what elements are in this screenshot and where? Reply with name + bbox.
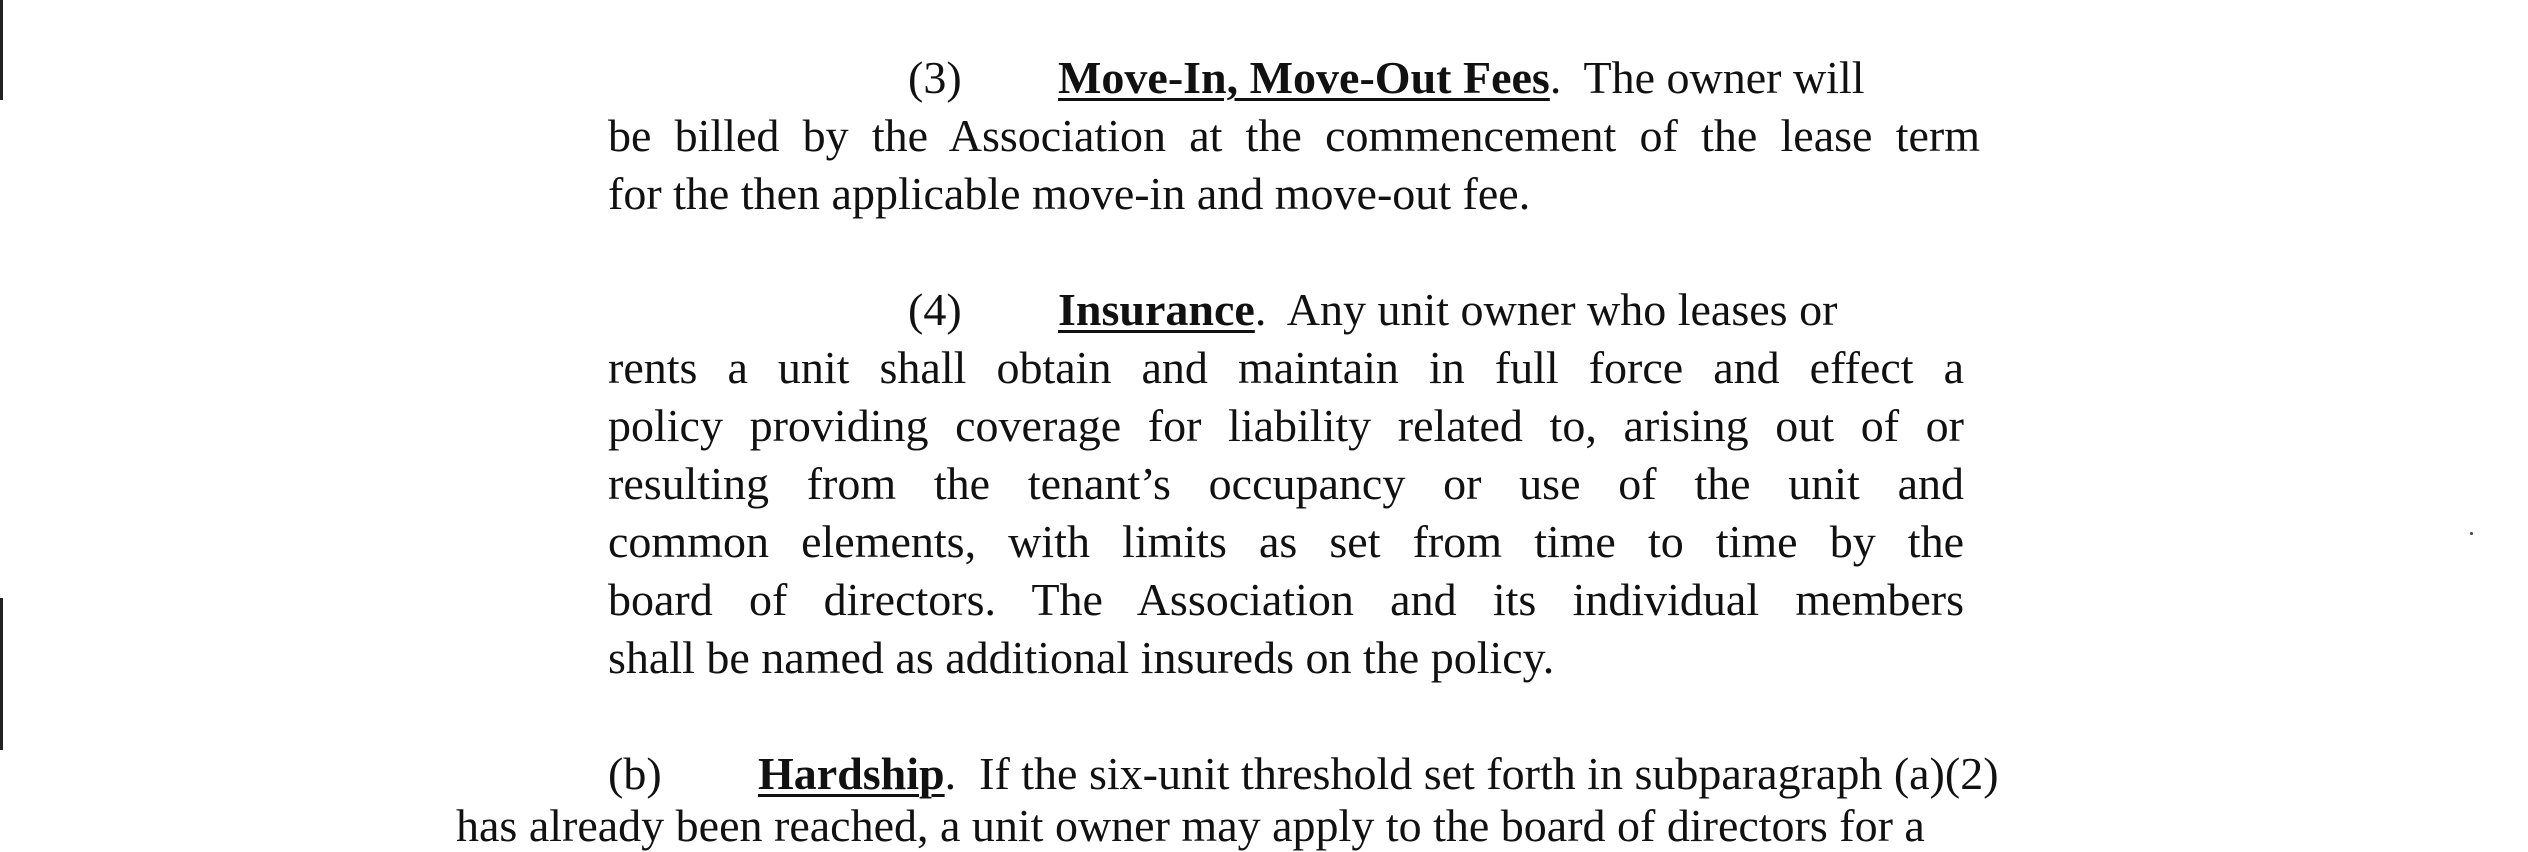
para3-heading-group <box>1058 52 1865 104</box>
parab-first-line-rest: . If the six-unit threshold set forth in subparagraph (a)(2) <box>944 748 1999 799</box>
left-margin-mark-bottom <box>0 598 3 750</box>
parab-heading-group <box>758 748 1999 800</box>
scan-speck <box>2470 532 2473 535</box>
para4-line-4: resulting from the tenant’s occupancy or use of the unit and <box>608 458 1964 509</box>
para4-line-3: policy providing coverage for liability related to, arising out of or <box>608 400 1964 451</box>
para4-line-6: board of directors. The Association and its individual members <box>608 574 1964 625</box>
parab-heading: Hardship <box>758 748 945 799</box>
para4-line-5: common elements, with limits as set from time to time by the <box>608 516 1964 567</box>
para4-heading: Insurance <box>1058 284 1255 335</box>
para4-heading-group <box>1058 284 1837 336</box>
para4-first-line-rest: . Any unit owner who leases or <box>1254 284 1838 335</box>
para3-number: (3) <box>908 52 962 103</box>
para4-line-7: shall be named as additional insureds on the policy. <box>608 632 1555 683</box>
para3-heading: Move-In, Move-Out Fees <box>1058 52 1550 103</box>
parab-number: (b) <box>608 748 662 799</box>
para3-line-2: be billed by the Association at the commencement of the lease term <box>608 110 1980 161</box>
parab-cut-line: has already been reached, a unit owner may apply to the board of directors for a <box>456 800 1925 851</box>
para4-line-2: rents a unit shall obtain and maintain in full force and effect a <box>608 342 1964 393</box>
para3-line-3: for the then applicable move-in and move-out fee. <box>608 168 1531 219</box>
para4-number: (4) <box>908 284 962 335</box>
left-margin-mark-top <box>0 0 3 100</box>
para3-first-line-rest: . The owner will <box>1549 52 1865 103</box>
